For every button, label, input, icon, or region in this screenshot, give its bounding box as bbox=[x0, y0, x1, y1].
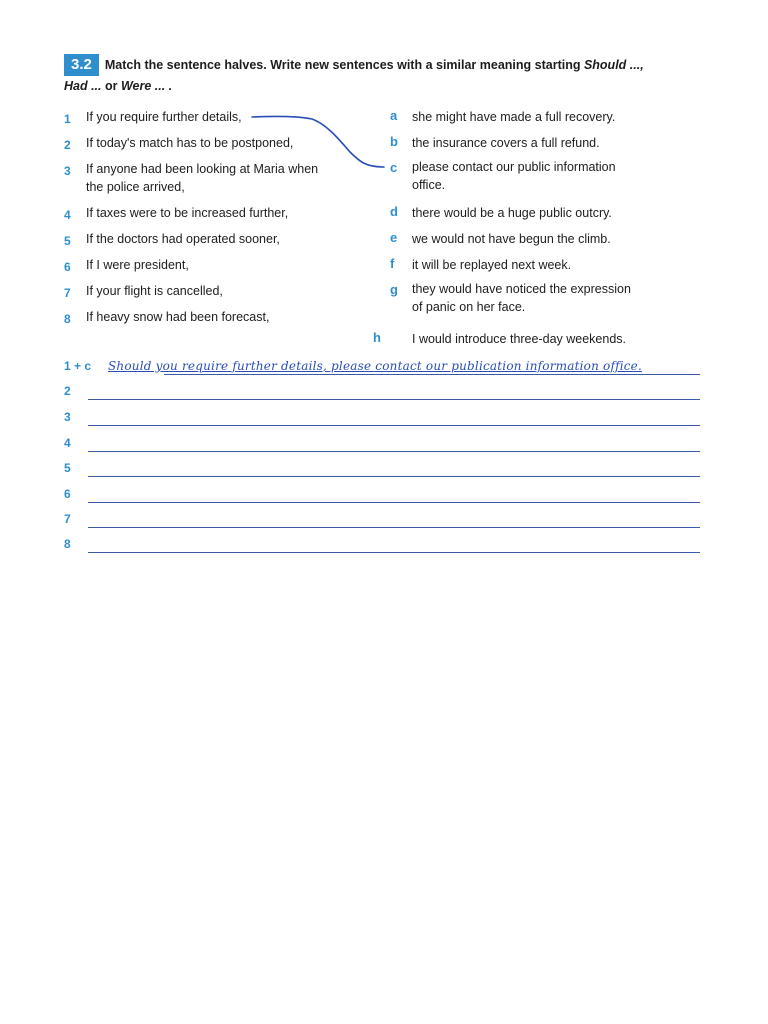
answer-row[interactable] bbox=[64, 406, 700, 426]
left-item-text-continued: the police arrived, bbox=[86, 180, 185, 194]
answer-line bbox=[164, 374, 700, 375]
right-item-text: they would have noticed the expression bbox=[412, 282, 631, 296]
answer-row[interactable] bbox=[64, 508, 700, 528]
answer-line bbox=[88, 552, 700, 553]
left-item-text: If your flight is cancelled, bbox=[86, 284, 223, 298]
right-item-letter: g bbox=[390, 282, 398, 297]
left-item-number: 6 bbox=[64, 260, 71, 274]
right-item-text: there would be a huge public outcry. bbox=[412, 206, 612, 220]
left-item-text: If you require further details, bbox=[86, 110, 242, 124]
right-item-letter: d bbox=[390, 204, 398, 219]
answer-label: 6 bbox=[64, 487, 71, 501]
exercise-number-badge: 3.2 bbox=[64, 54, 99, 76]
answer-label: 2 bbox=[64, 384, 71, 398]
right-item-letter: f bbox=[390, 256, 395, 271]
handwritten-answer: Should you require further details, please contact our publication information office. bbox=[108, 359, 642, 373]
right-item-text: it will be replayed next week. bbox=[412, 258, 572, 272]
answer-line bbox=[88, 399, 700, 400]
right-item-text-continued: of panic on her face. bbox=[412, 300, 526, 314]
left-item-text: If anyone had been looking at Maria when bbox=[86, 162, 319, 176]
left-item-number: 1 bbox=[64, 112, 71, 126]
answer-line bbox=[88, 527, 700, 528]
right-item-letter: c bbox=[390, 160, 398, 175]
right-item-text: please contact our public information bbox=[412, 160, 616, 174]
answer-row[interactable] bbox=[64, 457, 700, 477]
answer-label: 1 + c bbox=[64, 359, 92, 373]
answer-row[interactable] bbox=[64, 432, 700, 452]
answer-line bbox=[88, 502, 700, 503]
right-item-letter: a bbox=[390, 108, 398, 123]
left-item-text: If heavy snow had been forecast, bbox=[86, 310, 270, 324]
answer-row[interactable] bbox=[64, 380, 700, 400]
right-item-text: I would introduce three-day weekends. bbox=[412, 332, 627, 346]
right-item-text: she might have made a full recovery. bbox=[412, 110, 616, 124]
left-item-number: 3 bbox=[64, 164, 71, 178]
left-item-number: 2 bbox=[64, 138, 71, 152]
left-item-text: If the doctors had operated sooner, bbox=[86, 232, 280, 246]
exercise-instruction: Match the sentence halves. Write new sentences with a similar meaning starting Should ..., Had ... or Were ... . bbox=[64, 58, 644, 93]
right-item-text: the insurance covers a full refund. bbox=[412, 136, 600, 150]
left-item-number: 8 bbox=[64, 312, 71, 326]
right-item-letter: e bbox=[390, 230, 398, 245]
answer-line bbox=[88, 451, 700, 452]
answer-line bbox=[88, 476, 700, 477]
left-item-text: If taxes were to be increased further, bbox=[86, 206, 289, 220]
right-item-text: we would not have begun the climb. bbox=[412, 232, 611, 246]
left-item-number: 5 bbox=[64, 234, 71, 248]
answer-label: 5 bbox=[64, 461, 71, 475]
answer-row[interactable] bbox=[64, 355, 700, 375]
answer-label: 3 bbox=[64, 410, 71, 424]
answer-row[interactable] bbox=[64, 533, 700, 553]
left-item-number: 7 bbox=[64, 286, 71, 300]
answer-label: 4 bbox=[64, 436, 71, 450]
left-item-text: If today's match has to be postponed, bbox=[86, 136, 294, 150]
right-item-text-continued: office. bbox=[412, 178, 446, 192]
left-item-text: If I were president, bbox=[86, 258, 189, 272]
left-item-number: 4 bbox=[64, 208, 71, 222]
answer-label: 8 bbox=[64, 537, 71, 551]
answer-line bbox=[88, 425, 700, 426]
answer-row[interactable] bbox=[64, 483, 700, 503]
right-item-letter: h bbox=[373, 330, 381, 345]
answer-label: 7 bbox=[64, 512, 71, 526]
right-item-letter: b bbox=[390, 134, 398, 149]
